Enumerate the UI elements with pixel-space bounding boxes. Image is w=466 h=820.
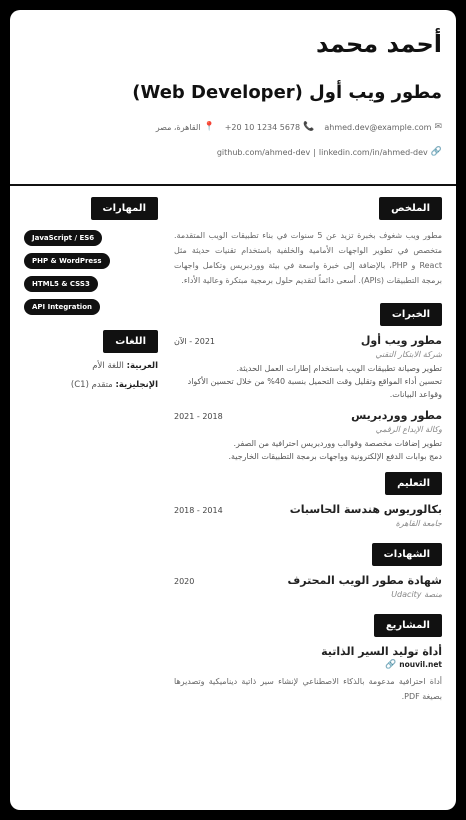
skill-tag: JavaScript / ES6 (24, 230, 102, 246)
certificates-section (174, 542, 442, 599)
job-bullet: تطوير وصيانة تطبيقات الويب باستخدام إطارات العمل الحديثة. (236, 364, 442, 373)
project-link-text[interactable]: nouvil.net (399, 660, 442, 669)
job-title: مطور ووردبريس (351, 409, 442, 422)
projects-heading: المشاريع (374, 614, 442, 637)
education-institution: جامعة القاهرة (395, 519, 442, 528)
skill-tag: PHP & WordPress (24, 253, 110, 269)
main-column (174, 196, 442, 704)
project-description: أداة احترافية مدعومة بالذكاء الاصطناعي لإنشاء سير ذاتية ديناميكية وتصديرها بصيغة PDF. (174, 677, 442, 701)
experience-heading: الخبرات (380, 303, 442, 326)
job-company: شركة الابتكار التقني (375, 350, 442, 359)
location-text: القاهرة، مصر (155, 122, 201, 132)
skill-tag: API Integration (24, 299, 100, 315)
resume-header (10, 10, 456, 186)
skill-tag: HTML5 & CSS3 (24, 276, 98, 292)
certificates-heading: الشهادات (372, 543, 442, 566)
email-icon: ✉ (434, 122, 442, 132)
links-row (217, 147, 442, 157)
skills-heading: المهارات (91, 197, 158, 220)
job-title: مطور ويب أول (360, 334, 442, 347)
phone-contact[interactable] (225, 122, 315, 132)
job-bullet: تطوير إضافات مخصصة وقوالب ووردبريس احترافية من الصفر. (233, 439, 442, 448)
job-title-heading: مطور ويب أول (Web Developer) (132, 82, 442, 103)
language-level: اللغة الأم (92, 361, 124, 371)
job-company: وكالة الإبداع الرقمي (375, 425, 442, 434)
education-section (174, 471, 442, 528)
job-bullet: دمج بوابات الدفع الإلكترونية وواجهات برمجة التطبيقات الخارجية. (228, 452, 442, 461)
summary-text: مطور ويب شغوف بخبرة تزيد عن 5 سنوات في بناء تطبيقات الويب المتقدمة. متخصص في تطوير الواجهات الأمامية والخلفية باستخدام تقنيات حديثة مثل React و PHP، بالإضافة إلى خبرة واسعة في بيئة ووردبريس وتكامل واجهات برمجة التطبيقات (APIs). أسعى دائماً لتقديم حلول برمجية مبتكرة وعالية الأداء. (174, 231, 443, 285)
location-contact (156, 122, 215, 132)
linkedin-link[interactable]: linkedin.com/in/ahmed-dev (318, 147, 428, 157)
github-link[interactable]: github.com/ahmed-dev (216, 147, 311, 157)
job-bullet: تحسين أداء المواقع وتقليل وقت التحميل بنسبة 40% من خلال تحسين الأكواد وقواعد البيانات. (187, 377, 442, 399)
project-link-row[interactable] (174, 660, 442, 670)
projects-section (174, 613, 442, 704)
education-heading: التعليم (385, 472, 442, 495)
languages-heading: اللغات (103, 330, 158, 353)
email-text: ahmed.dev@example.com (324, 122, 432, 132)
language-name: العربية: (126, 361, 158, 371)
language-item (24, 380, 158, 390)
job-date: 2021 - الآن (174, 337, 215, 346)
project-title: أداة توليد السير الذاتية (321, 645, 442, 658)
link-separator: | (313, 147, 316, 157)
languages-section (24, 329, 158, 390)
phone-icon: 📞 (303, 122, 315, 132)
language-item (24, 361, 158, 371)
person-name: أحمد محمد (316, 30, 442, 58)
language-name: الإنجليزية: (115, 380, 158, 390)
side-column (24, 196, 158, 399)
job-date: 2018 - 2021 (174, 412, 223, 421)
contact-row (156, 122, 442, 132)
education-date: 2014 - 2018 (174, 506, 223, 515)
link-icon: 🔗 (385, 660, 397, 670)
skills-section (24, 196, 158, 315)
skills-list (24, 230, 158, 315)
certificate-title: شهادة مطور الويب المحترف (287, 574, 442, 587)
language-level: متقدم (C1) (70, 380, 113, 390)
degree-title: بكالوريوس هندسة الحاسبات (289, 503, 442, 516)
resume-page (10, 10, 456, 810)
summary-heading: الملخص (379, 197, 442, 220)
certificate-date: 2020 (174, 577, 195, 586)
email-contact[interactable] (324, 122, 442, 132)
phone-text: +20 10 1234 5678 (224, 122, 301, 132)
certificate-issuer: منصة Udacity (391, 590, 442, 599)
experience-item (174, 409, 442, 463)
location-pin-icon: 📍 (203, 122, 215, 132)
link-icon: 🔗 (430, 147, 442, 157)
summary-section (174, 196, 442, 288)
experience-item (174, 334, 442, 401)
experience-section (174, 302, 442, 463)
